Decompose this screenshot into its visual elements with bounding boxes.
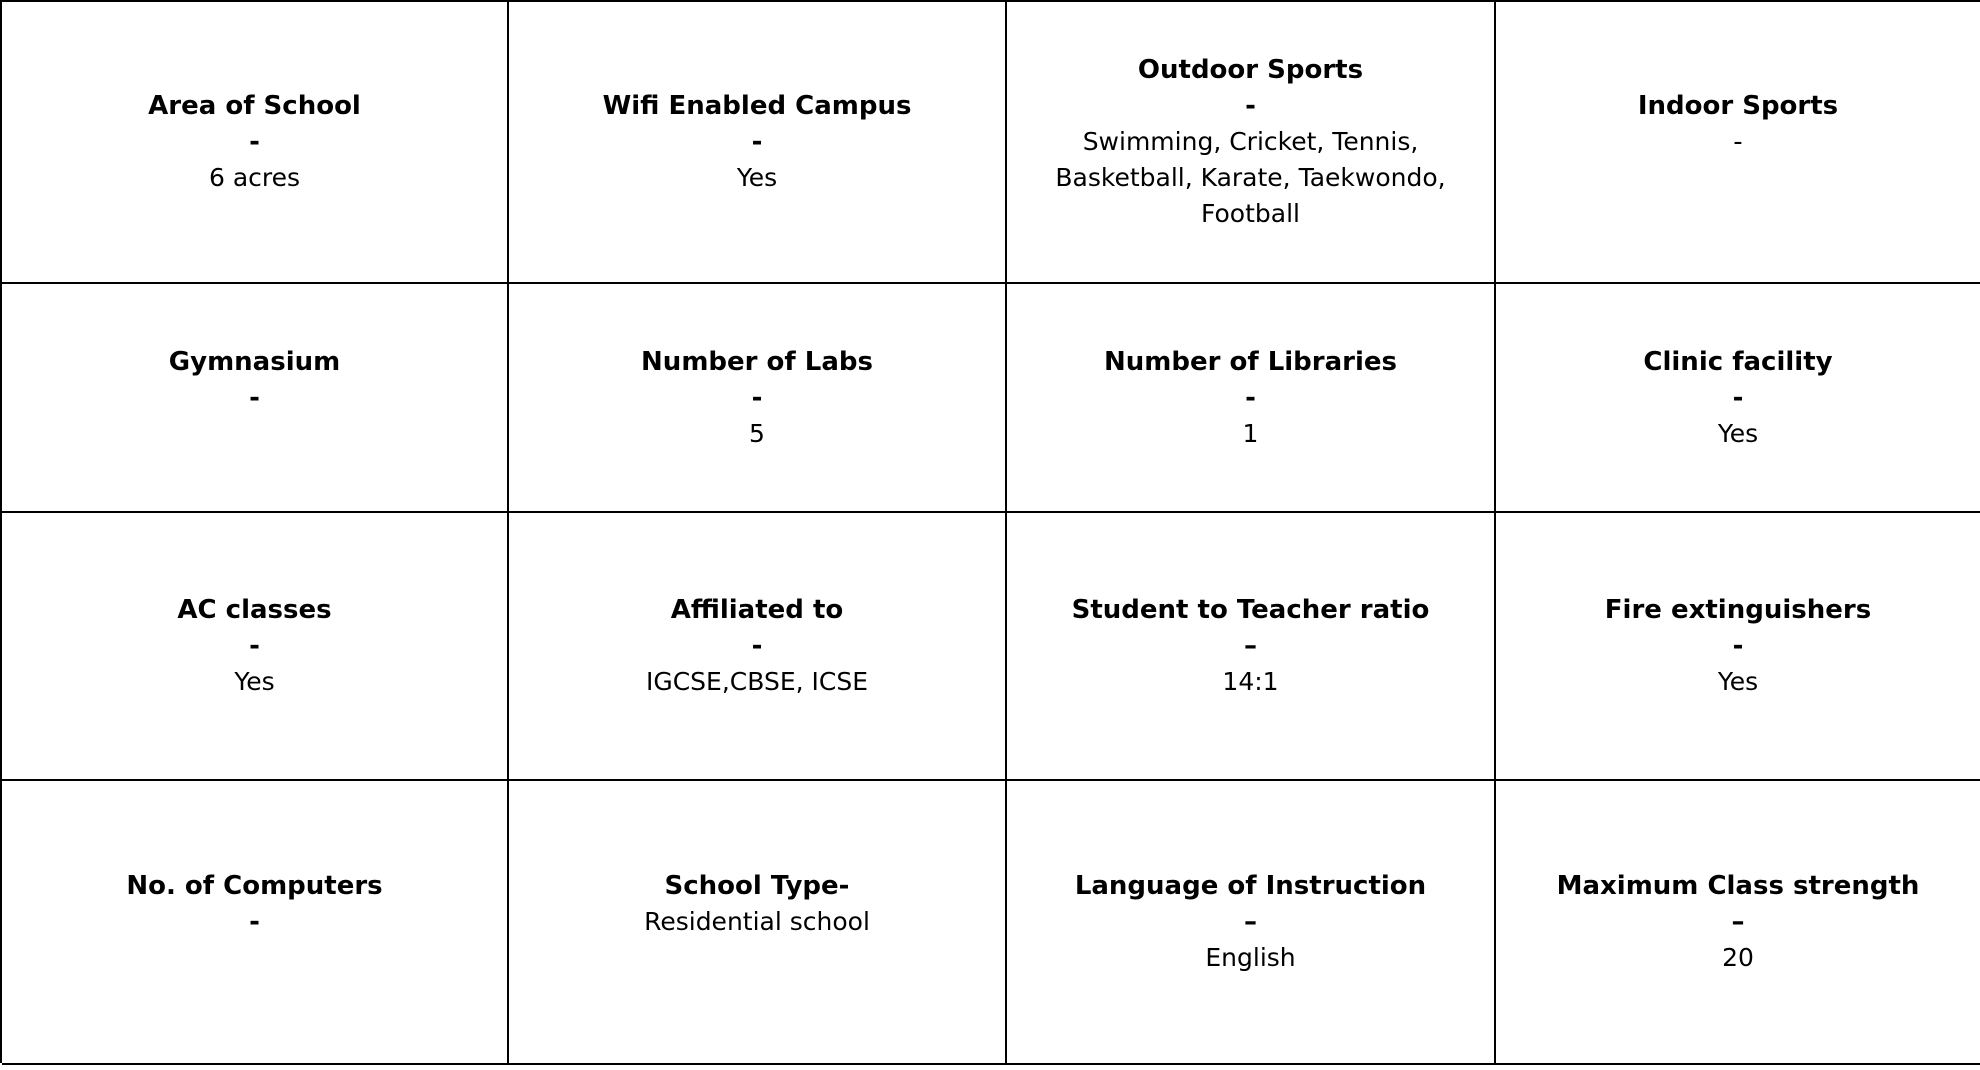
cell-separator: - xyxy=(751,127,763,157)
cell-value: IGCSE,CBSE, ICSE xyxy=(645,667,869,696)
cell-gymnasium xyxy=(2,284,509,513)
cell-indoor-sports xyxy=(1496,2,1980,284)
cell-number-of-labs xyxy=(509,284,1007,513)
cell-value: Swimming, Cricket, Tennis, Basketball, Karate, Taekwondo, Football xyxy=(1055,127,1446,228)
cell-title: Number of Libraries xyxy=(1103,346,1397,377)
cell-title: Maximum Class strength xyxy=(1556,871,1920,901)
cell-separator: - xyxy=(1732,631,1744,661)
cell-title: Student to Teacher ratio xyxy=(1071,595,1430,625)
cell-value: Yes xyxy=(1717,418,1759,448)
cell-title: Number of Labs xyxy=(641,346,873,377)
cell-value: 6 acres xyxy=(208,163,301,192)
cell-title: Clinic facility xyxy=(1643,346,1833,377)
cell-clinic-facility xyxy=(1496,284,1980,513)
cell-title: AC classes xyxy=(177,595,332,625)
cell-title: Gymnasium xyxy=(168,346,341,377)
cell-value: 14:1 xyxy=(1222,667,1279,696)
cell-value: 1 xyxy=(1242,418,1259,448)
cell-separator: - xyxy=(249,631,260,661)
cell-separator: - xyxy=(249,382,260,413)
cell-separator: - xyxy=(249,907,260,937)
cell-title: Affiliated to xyxy=(670,595,844,625)
cell-fire-extinguishers xyxy=(1496,513,1980,781)
cell-title: No. of Computers xyxy=(126,871,383,901)
cell-number-of-libraries xyxy=(1007,284,1496,513)
cell-title: Fire extinguishers xyxy=(1604,595,1872,625)
cell-title: Indoor Sports xyxy=(1637,91,1839,121)
cell-separator: – xyxy=(1244,907,1257,937)
cell-outdoor-sports xyxy=(1007,2,1496,284)
cell-separator: - xyxy=(1733,127,1743,157)
cell-title: Outdoor Sports xyxy=(1137,55,1364,85)
cell-title: Wifi Enabled Campus xyxy=(602,91,912,121)
cell-value: Yes xyxy=(1717,667,1759,696)
cell-value: Residential school xyxy=(644,907,870,936)
cell-separator: - xyxy=(249,127,260,157)
cell-value: 5 xyxy=(749,418,765,448)
cell-student-teacher-ratio xyxy=(1007,513,1496,781)
cell-wifi-enabled-campus xyxy=(509,2,1007,284)
cell-title: Area of School xyxy=(148,91,361,121)
cell-value: English xyxy=(1205,943,1296,972)
cell-separator: – xyxy=(1731,907,1745,937)
cell-separator: - xyxy=(751,631,763,661)
cell-separator: - xyxy=(751,382,763,413)
cell-separator: - xyxy=(1245,382,1256,413)
cell-affiliated-to xyxy=(509,513,1007,781)
cell-ac-classes xyxy=(2,513,509,781)
cell-value: Yes xyxy=(736,163,778,192)
cell-value: Yes xyxy=(234,667,275,696)
cell-title: Language of Instruction xyxy=(1074,871,1427,901)
cell-title: School Type- xyxy=(664,871,850,901)
cell-separator: - xyxy=(1245,91,1256,121)
cell-separator: - xyxy=(1732,382,1744,413)
cell-separator: – xyxy=(1244,631,1257,661)
cell-language-of-instruction xyxy=(1007,781,1496,1065)
cell-value: 20 xyxy=(1722,943,1754,972)
cell-area-of-school xyxy=(2,2,509,284)
cell-school-type xyxy=(509,781,1007,1065)
cell-maximum-class-strength xyxy=(1496,781,1980,1065)
cell-no-of-computers xyxy=(2,781,509,1065)
